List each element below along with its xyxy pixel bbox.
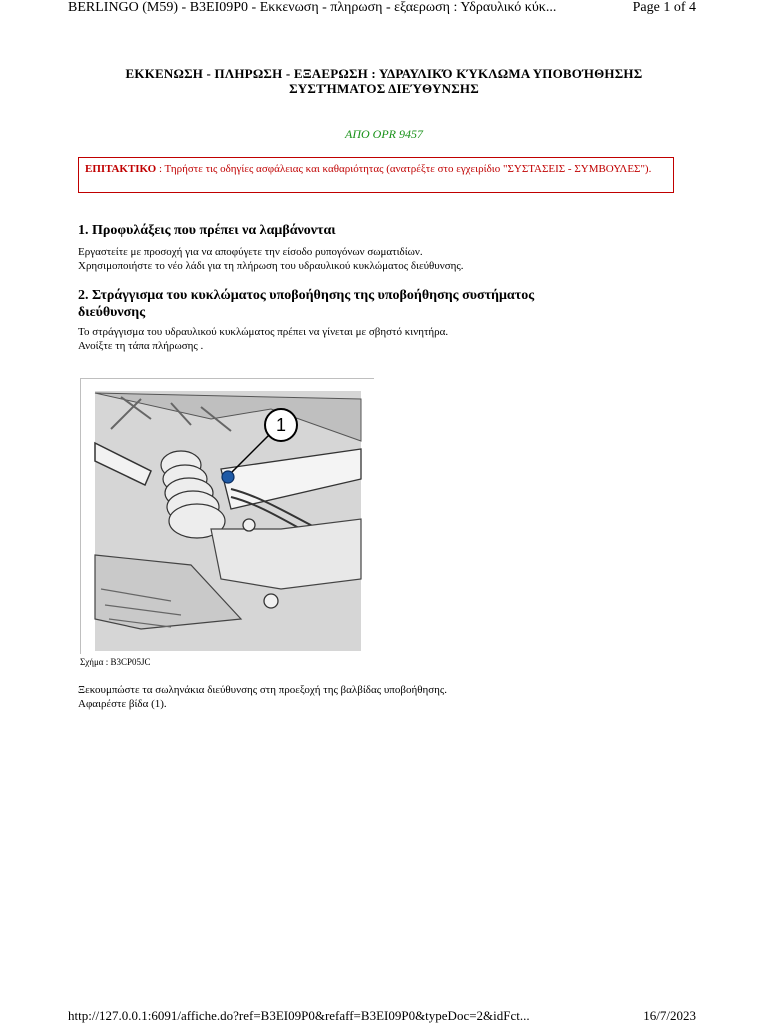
section2-paragraph (78, 325, 678, 353)
page-title-line2: ΣΥΣΤΉΜΑΤΟΣ ΔΙΕΎΘΥΝΣΗΣ (289, 81, 479, 96)
after-figure-paragraph (78, 683, 678, 711)
page-subtitle: ΑΠΟ OPR 9457 (345, 127, 423, 141)
section1-title: 1. Προφυλάξεις που πρέπει να λαμβάνονται (78, 223, 336, 238)
section1-paragraph (78, 245, 678, 273)
warning-box (78, 157, 674, 193)
header-page-number: Page 1 of 4 (632, 0, 696, 15)
figure-caption: Σχήμα : B3CP05JC (80, 657, 151, 667)
section2-line2: Ανοίξτε τη τάπα πλήρωσης . (78, 340, 204, 352)
warning-label: ΕΠΙΤΑΚΤΙΚΟ (85, 163, 157, 175)
figure-illustration (81, 379, 375, 655)
section1-line2: Χρησιμοποιήστε το νέο λάδι για τη πλήρωση του υδραυλικού κυκλώματος διεύθυνσης. (78, 260, 464, 272)
warning-text: : Τηρήστε τις οδηγίες ασφάλειας και καθαριότητας (ανατρέξτε στο εγχειρίδιο "ΣΥΣΤΑΣΕΙΣ - ΣΥΜΒΟΥΛΕΣ"). (156, 163, 652, 175)
section2-title-line1: 2. Στράγγισμα του κυκλώματος υποβοήθησης της υποβοήθησης συστήματος (78, 288, 535, 303)
header-title: BERLINGO (M59) - B3EI09P0 - Εκκενωση - πληρωση - εξαερωση : Υδραυλικό κύκ... (68, 0, 557, 15)
footer-date: 16/7/2023 (643, 1008, 696, 1023)
footer-url: http://127.0.0.1:6091/affiche.do?ref=B3EI09P0&refaff=B3EI09P0&typeDoc=2&idFct... (68, 1008, 530, 1023)
section1-line1: Εργαστείτε με προσοχή για να αποφύγετε την είσοδο ρυπογόνων σωματιδίων. (78, 246, 423, 258)
section2-title (78, 287, 678, 321)
page-title (70, 66, 698, 96)
after-figure-line2: Αφαιρέστε βίδα (1). (78, 698, 167, 710)
page-title-line1: ΕΚΚΕΝΩΣΗ - ΠΛΗΡΩΣΗ - ΕΞΑΕΡΩΣΗ : ΥΔΡΑΥΛΙΚΌ ΚΎΚΛΩΜΑ ΥΠΟΒΟΉΘΗΣΗΣ (125, 66, 643, 81)
section2-line1: Το στράγγισμα του υδραυλικού κυκλώματος πρέπει να γίνεται με σβηστό κινητήρα. (78, 326, 449, 338)
section2-title-line2: διεύθυνσης (78, 305, 146, 320)
callout-number: 1 (275, 415, 286, 435)
after-figure-line1: Ξεκουμπώστε τα σωληνάκια διεύθυνσης στη προεξοχή της βαλβίδας υποβοήθησης. (78, 684, 448, 696)
figure-steering-assembly (80, 378, 374, 654)
